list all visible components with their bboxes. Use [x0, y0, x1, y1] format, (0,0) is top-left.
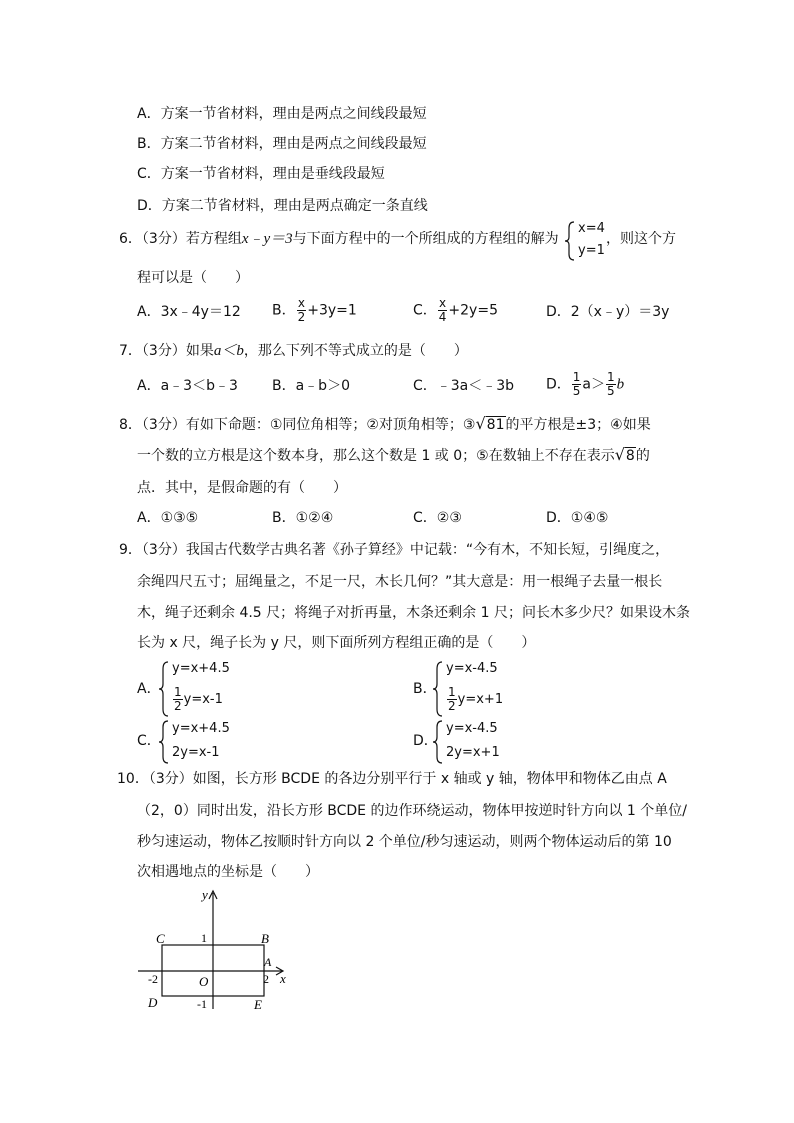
- q9-option-c-eq2: 2y=x-1: [172, 745, 220, 760]
- q9-option-c-label: C．: [137, 733, 161, 749]
- q9-option-a-eq1: y=x+4.5: [172, 661, 230, 676]
- fraction-numerator: 1: [607, 370, 615, 384]
- tick-minus2-label: -2: [148, 972, 158, 986]
- q7-option-c: C．﹣3a＜﹣3b: [413, 378, 515, 394]
- q8-line1-a: 8．（3分）有如下命题：①同位角相等；②对顶角相等；③: [119, 417, 476, 433]
- q8-option-b: B．①②④: [272, 510, 334, 526]
- q9-option-b-label: B．: [413, 681, 437, 697]
- rectangle-coordinate-figure: [130, 885, 300, 1015]
- q8-line2-a: 一个数的立方根是这个数本身，那么这个数是 1 或 0；⑤在数轴上不存在表示: [137, 448, 615, 464]
- y-axis-label: y: [202, 887, 208, 902]
- q7-option-d-var2: b: [616, 376, 625, 393]
- point-b-label: B: [261, 931, 269, 946]
- q6-suffix: ，则这个方: [606, 231, 676, 247]
- point-e-label: E: [254, 997, 262, 1012]
- q9-option-c-brace: [158, 719, 170, 765]
- q6-stem-line1: [119, 229, 559, 249]
- q7-option-d-var1: a: [582, 376, 592, 393]
- q9-option-a-eq2-rest: y=x-1: [183, 692, 223, 707]
- q9-line4: 长为 x 尺，绳子长为 y 尺，则下面所列方程组正确的是（ ）: [137, 635, 536, 651]
- q9-option-a-brace: [158, 660, 170, 718]
- q5-option-d: D．方案二节省材料，理由是两点确定一条直线: [137, 198, 428, 214]
- point-c-label: C: [156, 931, 165, 946]
- q8-option-d: D．①④⑤: [546, 510, 609, 526]
- q9-line3: 木，绳子还剩余 4.5 尺；将绳子对折再量，木条还剩余 1 尺；问长木多少尺？如果设木条: [137, 605, 690, 621]
- q6-option-c-fraction: [438, 297, 448, 324]
- q7-stem-a: 7．（3分）如果: [119, 343, 214, 359]
- q6-prefix: 6．（3分）若方程组: [119, 231, 242, 247]
- tick-2-label: 2: [263, 972, 269, 986]
- q9-option-d-brace: [432, 719, 444, 765]
- fraction-denominator: 5: [572, 384, 581, 398]
- q8-line1-b: 的平方根是±3；④如果: [505, 417, 651, 433]
- point-a-label: A: [264, 955, 272, 969]
- q7-option-d-label: D．: [546, 376, 571, 393]
- q5-option-b: B．方案二节省材料，理由是两点之间线段最短: [137, 136, 427, 152]
- q9-line2: 余绳四尺五寸；屈绳量之，不足一尺，木长几何？”其大意是：用一根绳子去量一根长: [137, 574, 663, 590]
- q10-line2: （2，0）同时出发，沿长方形 BCDE 的边作环绕运动，物体甲按逆时针方向以 1 个单位/: [137, 803, 687, 819]
- q8-line2-b: 的: [635, 448, 650, 464]
- q6-option-c: [413, 297, 498, 324]
- tick-1-label: 1: [201, 931, 207, 945]
- fraction-denominator: 2: [174, 699, 182, 713]
- q7-option-d-gt: ＞: [591, 376, 606, 393]
- q9-option-b-eq2: [446, 686, 503, 713]
- q9-option-b-fraction: [447, 686, 457, 713]
- fraction-numerator: 1: [572, 370, 581, 384]
- sqrt-icon: √: [614, 445, 625, 464]
- q10-line4: 次相遇地点的坐标是（ ）: [137, 864, 319, 880]
- q7-stem: [119, 341, 468, 361]
- q6-solution-y: y=1: [578, 243, 605, 258]
- q9-option-b-eq2-rest: y=x+1: [457, 692, 504, 707]
- q8-option-a: A．①③⑤: [137, 510, 199, 526]
- q6-option-b: [272, 297, 357, 324]
- q8-sqrt8: 8: [625, 448, 635, 464]
- q9-option-a-eq2: [172, 686, 223, 713]
- q9-option-a-label: A．: [137, 681, 161, 697]
- q7-stem-ab: a＜b: [213, 343, 244, 359]
- q8-line3: 点．其中，是假命题的有（ ）: [137, 480, 347, 496]
- q8-option-c: C．②③: [413, 510, 462, 526]
- q9-option-d-eq2: 2y=x+1: [446, 745, 500, 760]
- q7-stem-b: ，那么下列不等式成立的是（ ）: [243, 343, 468, 359]
- q6-option-b-fraction: [297, 297, 307, 324]
- q9-option-c-eq1: y=x+4.5: [172, 721, 230, 736]
- q8-sqrt81: 81: [486, 417, 505, 433]
- fraction-denominator: 4: [438, 310, 447, 324]
- q7-option-a: A．a﹣3＜b﹣3: [137, 378, 238, 394]
- q6-equation: x﹣y＝3: [241, 231, 293, 247]
- q10-line3: 秒匀速运动，物体乙按顺时针方向以 2 个单位/秒匀速运动，则两个物体运动后的第 10: [137, 834, 672, 850]
- q10-line1: 10．（3分）如图，长方形 BCDE 的各边分别平行于 x 轴或 y 轴，物体甲和物体乙由点 A: [117, 771, 667, 787]
- tick-minus1-label: -1: [197, 997, 207, 1011]
- q9-option-b-brace: [432, 660, 444, 718]
- fraction-denominator: 5: [607, 384, 615, 398]
- q6-option-c-rest: +2y=5: [448, 302, 498, 319]
- q6-option-a: A．3x﹣4y＝12: [137, 304, 241, 320]
- q8-line1: [119, 414, 651, 435]
- fraction-numerator: x: [439, 296, 447, 310]
- q9-option-a-fraction: [173, 686, 183, 713]
- q6-option-b-label: B．: [272, 302, 296, 319]
- fraction-denominator: 2: [297, 310, 306, 324]
- sqrt-icon: √: [475, 414, 486, 433]
- q7-option-d-fraction1: [572, 371, 582, 398]
- q6-option-d: D．2（x﹣y）＝3y: [546, 304, 670, 320]
- q6-stem-line2: 程可以是（ ）: [137, 270, 249, 286]
- fraction-denominator: 2: [448, 699, 456, 713]
- q5-option-c: C．方案一节省材料，理由是垂线段最短: [137, 166, 385, 182]
- q8-line2: [137, 445, 650, 466]
- q7-option-d: [546, 371, 624, 398]
- q7-option-b: B．a﹣b＞0: [272, 378, 350, 394]
- fraction-numerator: x: [297, 296, 305, 310]
- q9-option-b-eq1: y=x-4.5: [446, 661, 498, 676]
- fraction-numerator: 1: [174, 685, 182, 699]
- q6-solution-brace: [564, 220, 576, 262]
- q9-line1: 9．（3分）我国古代数学古典名著《孙子算经》中记载：“今有木，不知长短，引绳度之，: [119, 542, 670, 558]
- q9-option-d-eq1: y=x-4.5: [446, 721, 498, 736]
- q6-option-b-rest: +3y=1: [307, 302, 357, 319]
- q6-mid: 与下面方程中的一个所组成的方程组的解为: [292, 231, 559, 247]
- q6-option-c-label: C．: [413, 302, 437, 319]
- q6-solution-x: x=4: [578, 221, 605, 236]
- fraction-numerator: 1: [448, 685, 456, 699]
- x-axis-label: x: [280, 971, 286, 986]
- origin-label: O: [199, 974, 209, 989]
- point-d-label: D: [148, 995, 158, 1010]
- q5-option-a: A．方案一节省材料，理由是两点之间线段最短: [137, 106, 427, 122]
- q9-option-d-label: D．: [413, 733, 438, 749]
- q7-option-d-fraction2: [606, 371, 616, 398]
